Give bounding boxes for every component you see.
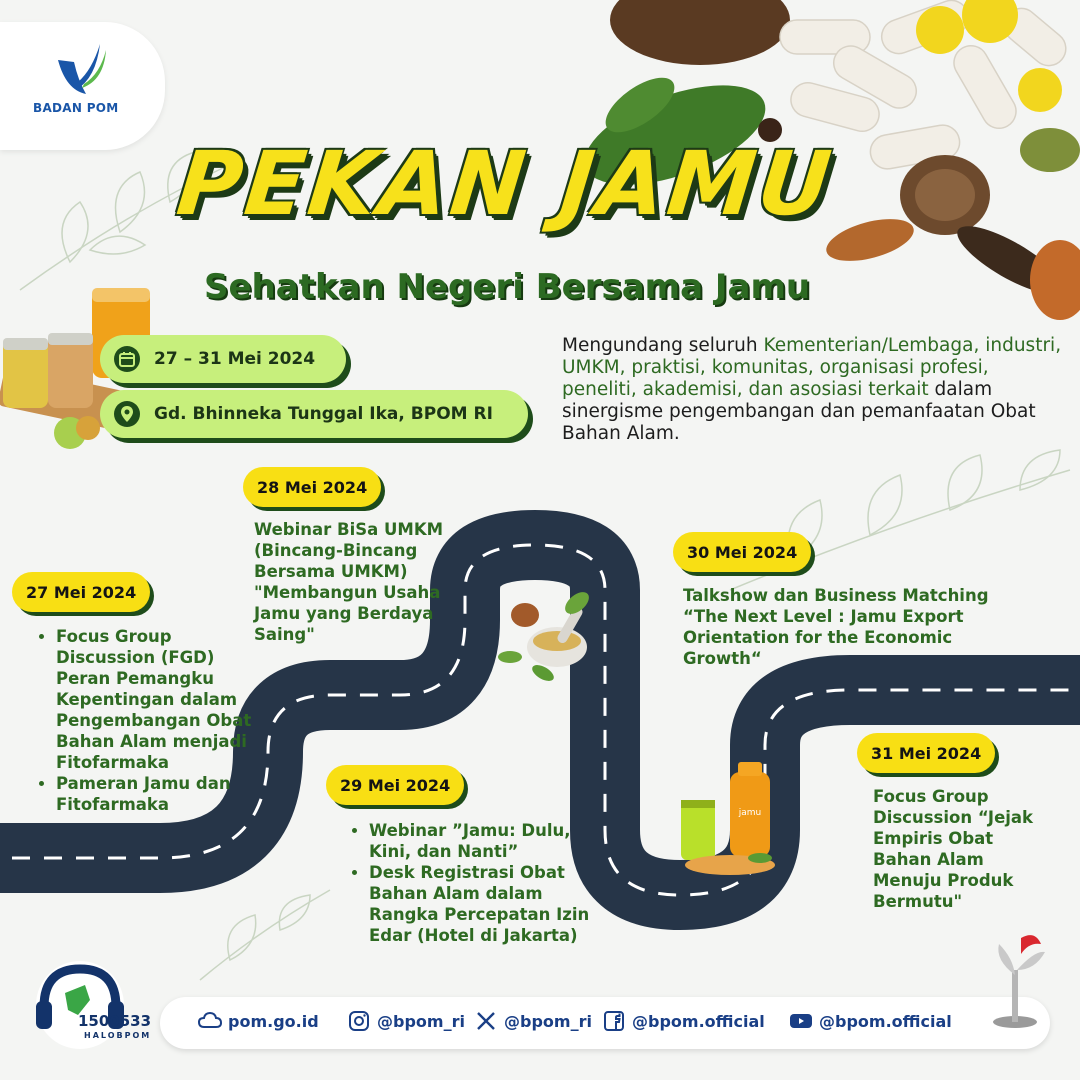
date-tag-27: 27 Mei 2024 xyxy=(12,572,150,612)
emblem-icon xyxy=(985,930,1055,1030)
schedule-27-list xyxy=(34,626,259,815)
x-handle: @bpom_ri xyxy=(504,1011,592,1031)
hotline-headset-icon xyxy=(30,955,150,1055)
herbal-mortar-image xyxy=(495,585,605,685)
schedule-29-list xyxy=(347,820,607,946)
website-text: pom.go.id xyxy=(228,1011,319,1031)
schedule-27-item: • Pameran Jamu dan Fitofarmaka xyxy=(56,773,259,815)
products-label: jamu xyxy=(738,808,762,818)
facebook-icon xyxy=(602,1009,626,1033)
footer-x[interactable] xyxy=(474,1009,592,1033)
schedule-30-text: Talkshow dan Business Matching “The Next Level : Jamu Export Orientation for the Economic Growth“ xyxy=(683,586,989,668)
instagram-icon xyxy=(347,1009,371,1033)
facebook-handle: @bpom.official xyxy=(632,1011,765,1031)
logo-org-name: BADAN POM xyxy=(33,101,119,115)
intro-tail: dalam sinergisme pengembangan dan pemanfaatan Obat Bahan Alam. xyxy=(562,379,1036,444)
schedule-31-text: Focus Group Discussion “Jejak Empiris Obat Bahan Alam Menuju Produk Bermutu" xyxy=(873,787,1034,911)
date-tag-28: 28 Mei 2024 xyxy=(243,467,381,507)
footer-youtube[interactable] xyxy=(789,1009,952,1033)
hotline-number: 1500533 xyxy=(78,1012,152,1030)
jamu-products-image xyxy=(675,760,785,880)
schedule-29-item: • Desk Registrasi Obat Bahan Alam dalam Rangka Percepatan Izin Edar (Hotel di Jakarta) xyxy=(369,862,607,946)
youtube-handle: @bpom.official xyxy=(819,1011,952,1031)
schedule-28-text: Webinar BiSa UMKM (Bincang-Bincang Bersama UMKM) "Membangun Usaha Jamu yang Berdaya Saing" xyxy=(254,520,444,644)
date-tag-29: 29 Mei 2024 xyxy=(326,765,464,805)
cloud-icon xyxy=(198,1009,222,1033)
schedule-29-item: • Webinar ”Jamu: Dulu, Kini, dan Nanti” xyxy=(369,820,607,862)
footer-facebook[interactable] xyxy=(602,1009,765,1033)
page-title: PEKAN JAMU xyxy=(172,132,839,235)
instagram-handle: @bpom_ri xyxy=(377,1011,465,1031)
youtube-icon xyxy=(789,1009,813,1033)
event-date: 27 – 31 Mei 2024 xyxy=(154,349,316,369)
intro-highlight: Kementerian/Lembaga, industri, UMKM, praktisi, komunitas, organisasi profesi, peneliti, akademisi, dan asosiasi terkait xyxy=(562,335,1062,400)
intro-lead: Mengundang seluruh xyxy=(562,335,764,356)
hotline-label: HALOBPOM xyxy=(84,1031,152,1040)
footer-website[interactable] xyxy=(198,1009,319,1033)
date-tag-30: 30 Mei 2024 xyxy=(673,532,811,572)
event-venue: Gd. Bhinneka Tunggal Ika, BPOM RI xyxy=(154,404,493,424)
footer-instagram[interactable] xyxy=(347,1009,465,1033)
x-icon xyxy=(474,1009,498,1033)
page-subtitle: Sehatkan Negeri Bersama Jamu xyxy=(204,267,811,307)
schedule-27-item: • Focus Group Discussion (FGD) Peran Pemangku Kepentingan dalam Pengembangan Obat Bahan Alam menjadi Fitofarmaka xyxy=(56,626,259,773)
date-tag-31: 31 Mei 2024 xyxy=(857,733,995,773)
